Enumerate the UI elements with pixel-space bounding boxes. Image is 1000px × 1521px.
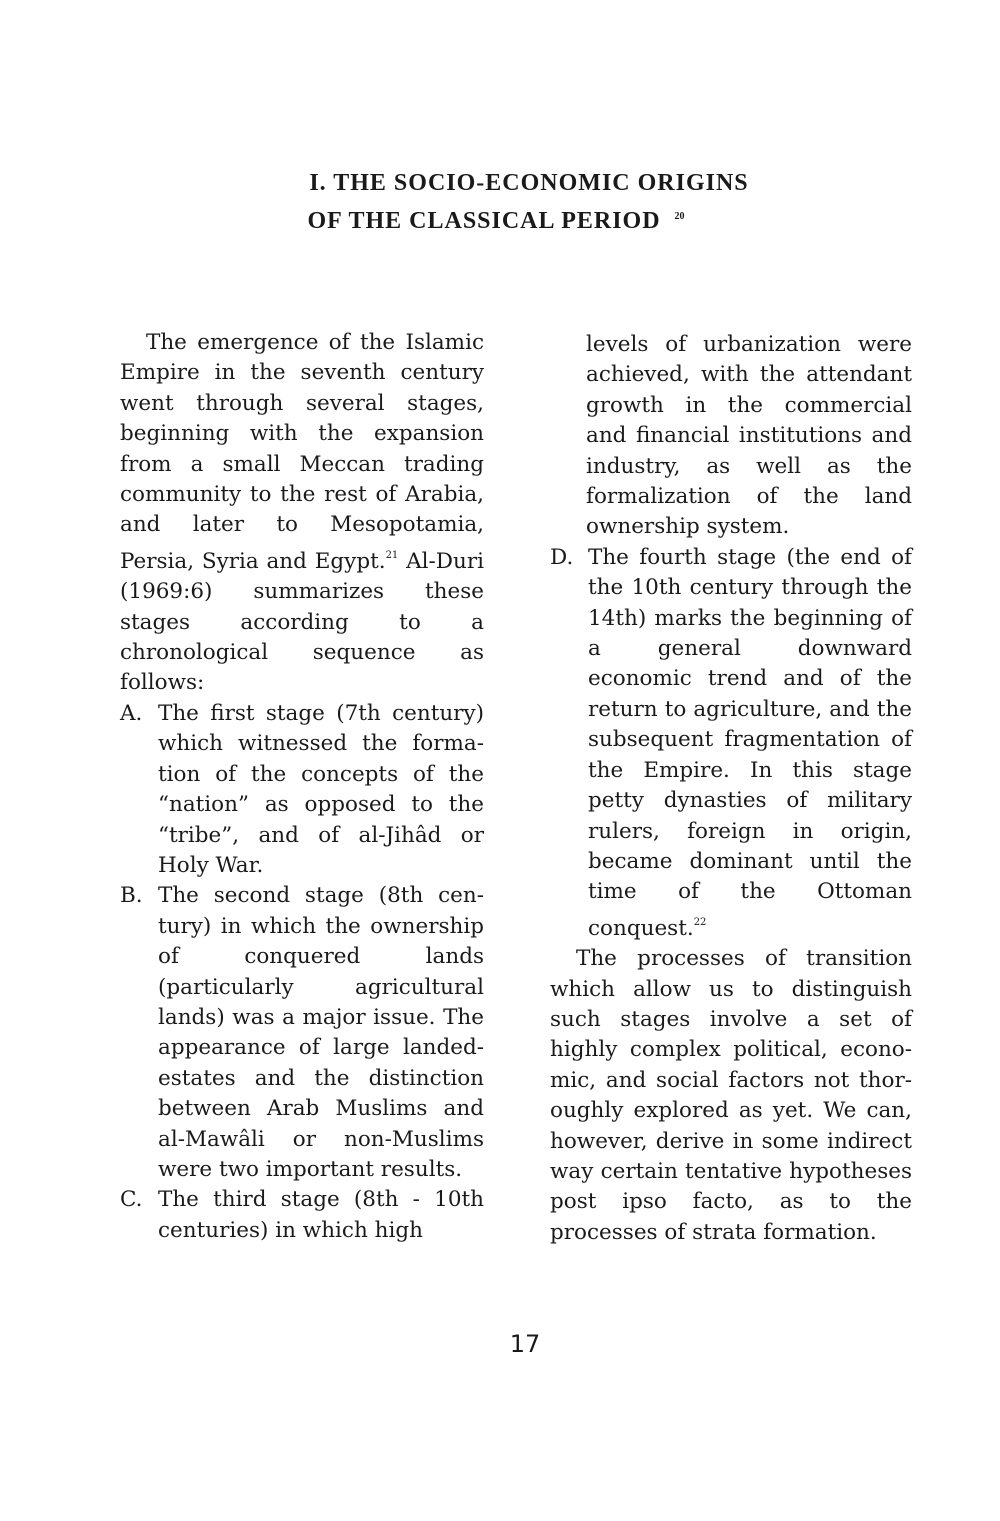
list-text-b: The second stage (8th century) in which the ownership of conquered lands (particularly agricultural lands) was a major issue. The appearance of large landed-estates and the distinction between Arab Muslims and al-Mawâli or non-Muslims were two important results. [158, 883, 484, 1182]
list-marker-a: A. [120, 700, 143, 726]
page-number: 17 [509, 1330, 541, 1358]
item-d-footnote-marker: 22 [693, 916, 707, 928]
list-item-d [550, 543, 912, 944]
intro-text-continued: Al-Duri (1969:6) summarizes these stages according to a chronological sequence as follows: [120, 548, 484, 696]
left-column [120, 328, 484, 1246]
list-item-c [120, 1185, 484, 1246]
list-marker-d: D. [550, 544, 574, 570]
right-column [550, 330, 912, 1248]
continuation-paragraph [550, 330, 912, 543]
intro-footnote-marker: 21 [385, 549, 399, 561]
list-item-a [120, 699, 484, 881]
list-item-b [120, 881, 484, 1185]
chapter-heading [0, 166, 1000, 238]
list-text-c: The third stage (8th - 10th centuries) in which high [158, 1187, 484, 1243]
closing-paragraph [550, 944, 912, 1248]
heading-line-1: I. THE SOCIO-ECONOMIC ORIGINS [309, 170, 749, 196]
intro-paragraph [120, 328, 484, 699]
closing-text: The processes of transition which allow us to distinguish such stages involve a set of highly complex political, economic, and social factors not thoroughly explored as yet. We can, however, derive in some indirect way certain tentative hypotheses post ipso facto, as to the processes of strata formation. [550, 946, 912, 1245]
intro-text: The emergence of the Islamic Empire in the seventh century went through several stages, beginning with the expansion from a small Meccan trading community to the rest of Arabia, and later to Mesopotamia, Persia, Syria and Egypt. [120, 330, 484, 574]
heading-line-2-text: OF THE CLASSICAL PERIOD [307, 208, 661, 234]
list-marker-c: C. [120, 1187, 143, 1213]
heading-line-2 [0, 200, 1000, 238]
continuation-text: levels of urbanization were achieved, with the attendant growth in the commercial and financial institutions and industry, as well as the formalization of the land ownership system. [586, 332, 912, 540]
list-marker-b: B. [120, 883, 143, 909]
heading-footnote-marker: 20 [674, 211, 685, 222]
list-text-a: The first stage (7th century) which witnessed the formation of the concepts of the “nation” as opposed to the “tribe”, and of al-Jihâd or Holy War. [158, 700, 484, 878]
list-text-d: The fourth stage (the end of the 10th century through the 14th) marks the beginning of a general downward economic trend and of the return to agriculture, and the subsequent fragmentation of the Empire. In this stage petty dynasties of military rulers, foreign in origin, became dominant until the time of the Ottoman conquest. [588, 544, 912, 941]
